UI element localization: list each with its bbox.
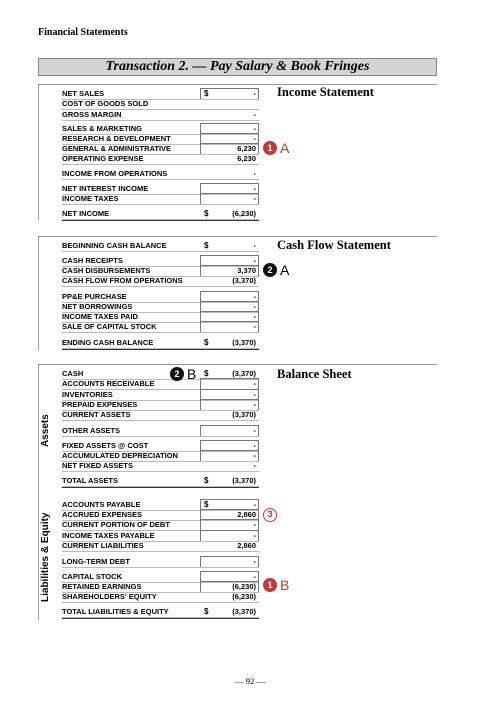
balance-row-value: (3,370): [232, 607, 256, 616]
balance-row-rule: [62, 471, 259, 472]
balance-row-value: -: [253, 557, 256, 566]
badge-1b-letter: B: [280, 577, 290, 593]
balance-row-value: -: [253, 379, 256, 388]
balance-row-label: ACCUMULATED DEPRECIATION: [62, 451, 178, 460]
income-row-label: COST OF GOODS SOLD: [62, 99, 149, 108]
cashflow-row-label: CASH RECEIPTS: [62, 256, 123, 265]
balance-row-label: ACCRUED EXPENSES: [62, 510, 143, 519]
cashflow-row-rule: [62, 332, 259, 333]
balance-row-label: ACCOUNTS RECEIVABLE: [62, 379, 155, 388]
cashflow-row-label: PP&E PURCHASE: [62, 292, 127, 301]
income-row-label: NET SALES: [62, 89, 105, 98]
badge-1a: 1: [263, 141, 277, 155]
income-row-value: 6,230: [237, 144, 256, 153]
balance-row-value: -: [253, 520, 256, 529]
assets-side-label: Assets: [40, 414, 51, 447]
cashflow-row-value: -: [253, 322, 256, 331]
cashflow-dollar-sign: $: [204, 241, 209, 250]
balance-row-value: -: [253, 441, 256, 450]
badge-1a-letter: A: [280, 140, 290, 156]
balance-row-label: CAPITAL STOCK: [62, 572, 123, 581]
cashflow-row-value: -: [253, 292, 256, 301]
balance-row-rule: [62, 420, 259, 421]
balance-row-label: NET FIXED ASSETS: [62, 461, 133, 470]
income-row-value: -: [253, 184, 256, 193]
balance-row-value: (3,370): [232, 410, 256, 419]
cashflow-row-value: 3,370: [237, 266, 256, 275]
cashflow-row-label: NET BORROWINGS: [62, 302, 133, 311]
balance-row-label: SHAREHOLDERS' EQUITY: [62, 592, 157, 601]
balance-total-rule: [62, 487, 259, 488]
balance-row-value: (6,230): [232, 582, 256, 591]
page-number: — 92 —: [235, 676, 265, 686]
income-row-value: -: [253, 134, 256, 143]
income-row-label: SALES & MARKETING: [62, 124, 143, 133]
balance-row-value: -: [253, 461, 256, 470]
income-row-value: -: [253, 169, 256, 178]
balance-dollar-sign: $: [204, 607, 209, 616]
balance-row-value: (3,370): [232, 476, 256, 485]
balance-row-label: INCOME TAXES PAYABLE: [62, 531, 155, 540]
balance-row-label: PREPAID EXPENSES: [62, 400, 138, 409]
income-frame-left: [38, 84, 39, 220]
income-row-label: INCOME TAXES: [62, 194, 119, 203]
income-row-label: OPERATING EXPENSE: [62, 154, 144, 163]
balance-frame-top: [38, 364, 437, 365]
balance-row-label: CASH: [62, 369, 84, 378]
balance-row-value: -: [253, 390, 256, 399]
running-header: Financial Statements: [38, 27, 128, 38]
balance-row-rule: [62, 567, 259, 568]
cashflow-row-value: -: [253, 312, 256, 321]
income-row-label: INCOME FROM OPERATIONS: [62, 169, 168, 178]
cashflow-frame-left: [38, 236, 39, 350]
cashflow-statement-title: Cash Flow Statement: [277, 238, 391, 252]
income-frame-top: [38, 84, 437, 85]
badge-1b: 1: [263, 578, 277, 592]
cashflow-row-label: CASH FLOW FROM OPERATIONS: [62, 276, 183, 285]
income-row-value: -: [253, 110, 256, 119]
income-row-rule: [62, 179, 259, 180]
cashflow-row-value: -: [253, 241, 256, 250]
income-row-label: NET INCOME: [62, 209, 110, 218]
balance-row-label: OTHER ASSETS: [62, 426, 121, 435]
income-row-value: -: [253, 89, 256, 98]
cashflow-row-label: CASH DISBURSEMENTS: [62, 266, 151, 275]
cashflow-frame-top: [38, 236, 437, 237]
income-row-rule: [62, 204, 259, 205]
balance-row-label: TOTAL LIABILITIES & EQUITY: [62, 607, 169, 616]
income-row-value: -: [253, 124, 256, 133]
cashflow-row-label: INCOME TAXES PAID: [62, 312, 138, 321]
badge-2a-letter: A: [280, 262, 290, 278]
cashflow-total-rule: [62, 349, 259, 350]
income-row-label: GROSS MARGIN: [62, 110, 122, 119]
balance-dollar-sign: $: [204, 369, 209, 378]
balance-frame-left: [38, 364, 39, 620]
badge-2b-letter: B: [187, 366, 197, 382]
balance-row-value: 2,860: [237, 510, 256, 519]
balance-sheet-title: Balance Sheet: [277, 367, 352, 381]
cashflow-row-rule: [62, 286, 259, 287]
balance-row-label: LONG-TERM DEBT: [62, 557, 130, 566]
balance-row-value: -: [253, 531, 256, 540]
income-row-value: 6,230: [237, 154, 256, 163]
cashflow-row-label: ENDING CASH BALANCE: [62, 338, 154, 347]
cashflow-row-label: BEGINNING CASH BALANCE: [62, 241, 167, 250]
income-row-rule: [62, 120, 259, 121]
balance-total-rule: [62, 618, 259, 619]
cashflow-row-value: (3,370): [232, 276, 256, 285]
income-dollar-sign: $: [204, 209, 209, 218]
balance-row-label: TOTAL ASSETS: [62, 476, 118, 485]
balance-row-label: CURRENT PORTION OF DEBT: [62, 520, 170, 529]
balance-row-rule: [62, 436, 259, 437]
balance-row-label: ACCOUNTS PAYABLE: [62, 500, 141, 509]
cashflow-row-value: -: [253, 302, 256, 311]
cashflow-row-label: SALE OF CAPITAL STOCK: [62, 322, 157, 331]
balance-row-label: INVENTORIES: [62, 390, 113, 399]
cashflow-dollar-sign: $: [204, 338, 209, 347]
balance-row-rule: [62, 602, 259, 603]
balance-row-label: FIXED ASSETS @ COST: [62, 441, 149, 450]
balance-dollar-sign: $: [204, 476, 209, 485]
cashflow-row-value: (3,370): [232, 338, 256, 347]
badge-2a: 2: [263, 263, 277, 277]
balance-row-value: (6,230): [232, 592, 256, 601]
income-row-label: RESEARCH & DEVELOPMENT: [62, 134, 171, 143]
cashflow-row-rule: [62, 251, 259, 252]
balance-row-rule: [62, 551, 259, 552]
income-row-rule: [62, 164, 259, 165]
balance-dollar-sign: $: [204, 500, 209, 509]
balance-row-value: -: [253, 451, 256, 460]
balance-row-value: -: [253, 400, 256, 409]
income-dollar-sign: $: [204, 89, 209, 98]
income-row-value: (6,230): [232, 209, 256, 218]
balance-row-value: 2,860: [237, 541, 256, 550]
balance-row-value: -: [253, 572, 256, 581]
balance-row-value: -: [253, 500, 256, 509]
balance-row-label: CURRENT ASSETS: [62, 410, 131, 419]
cashflow-row-value: -: [253, 256, 256, 265]
badge-3: 3: [263, 508, 277, 522]
income-row-label: GENERAL & ADMINISTRATIVE: [62, 144, 172, 153]
balance-row-label: CURRENT LIABILITIES: [62, 541, 144, 550]
income-total-rule: [62, 220, 259, 221]
balance-row-value: (3,370): [232, 369, 256, 378]
badge-2b: 2: [170, 367, 184, 381]
balance-row-value: -: [253, 426, 256, 435]
balance-row-label: RETAINED EARNINGS: [62, 582, 142, 591]
income-row-label: NET INTEREST INCOME: [62, 184, 149, 193]
transaction-title: Transaction 2. — Pay Salary & Book Fringes: [38, 58, 437, 76]
income-statement-title: Income Statement: [277, 85, 374, 99]
income-row-value: -: [253, 194, 256, 203]
liabilities-side-label: Liabilities & Equity: [40, 512, 51, 602]
